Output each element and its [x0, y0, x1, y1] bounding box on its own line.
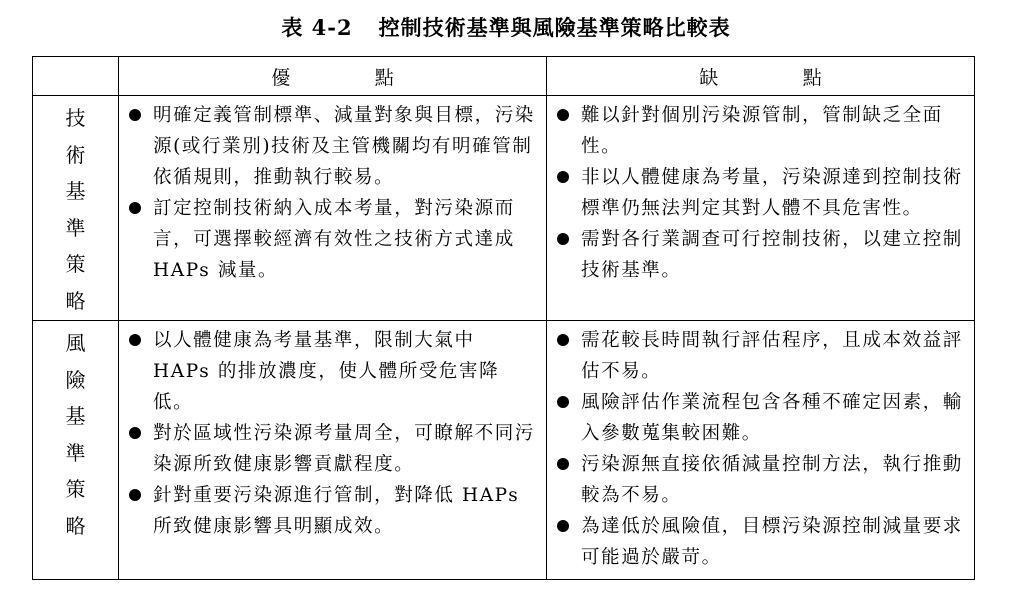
list-item: 以人體健康為考量基準，限制大氣中 HAPs 的排放濃度，使人體所受危害降低。 [119, 325, 538, 418]
header-cons-char: 點 [802, 66, 822, 89]
list-item: 針對重要污染源進行管制，對降低 HAPs 所致健康影響具明顯成效。 [119, 480, 538, 542]
list-item: 對於區域性污染源考量周全，可瞭解不同污染源所致健康影響貢獻程度。 [119, 418, 538, 480]
cons-list [547, 96, 974, 292]
row-label-char: 準 [65, 440, 86, 465]
row-label-char: 略 [65, 288, 86, 313]
row-label-char: 術 [65, 142, 86, 167]
comparison-table [32, 56, 975, 580]
list-item: 為達低於風險值，目標污染源控制減量要求可能過於嚴苛。 [547, 511, 966, 573]
row-label-char: 準 [65, 215, 86, 240]
pros-cell [119, 96, 547, 321]
row-label-char: 基 [65, 404, 86, 428]
list-item: 需花較長時間執行評估程序，且成本效益評估不易。 [547, 325, 966, 387]
pros-cell [119, 321, 547, 580]
row-label-technology [33, 96, 119, 321]
pros-list [119, 96, 546, 292]
row-label-char: 險 [65, 367, 86, 392]
row-label-char: 略 [65, 513, 86, 538]
header-pros [119, 57, 547, 96]
header-pros-char: 優 [271, 66, 291, 89]
header-row [33, 57, 975, 96]
table-row [33, 96, 975, 321]
list-item: 明確定義管制標準、減量對象與目標，污染源(或行業別)技術及主管機關均有明確管制依循規則，推動執行較易。 [119, 100, 538, 193]
list-item: 非以人體健康為考量，污染源達到控制技術標準仍無法判定其對人體不具危害性。 [547, 162, 966, 224]
header-cons-char: 缺 [699, 66, 719, 89]
header-pros-char: 點 [374, 66, 394, 89]
header-corner [33, 57, 119, 96]
list-item: 污染源無直接依循減量控制方法，執行推動較為不易。 [547, 449, 966, 511]
row-label-char: 技 [65, 106, 86, 130]
row-label-risk [33, 321, 119, 580]
table-number: 表 4-2 [281, 15, 353, 40]
list-item: 訂定控制技術納入成本考量，對污染源而言，可選擇較經濟有效性之技術方式達成 HAPs 減量。 [119, 193, 538, 286]
row-label-char: 策 [65, 477, 86, 501]
table-title: 控制技術基準與風險基準策略比較表 [378, 15, 731, 40]
row-label-char: 策 [65, 252, 86, 276]
list-item: 風險評估作業流程包含各種不確定因素，輸入參數蒐集較困難。 [547, 387, 966, 449]
cons-list [547, 321, 974, 579]
row-label-char: 風 [65, 331, 86, 355]
table-caption [0, 12, 1012, 42]
cons-cell [547, 96, 975, 321]
list-item: 需對各行業調查可行控制技術，以建立控制技術基準。 [547, 224, 966, 286]
row-label-char: 基 [65, 179, 86, 203]
cons-cell [547, 321, 975, 580]
header-cons [547, 57, 975, 96]
pros-list [119, 321, 546, 548]
list-item: 難以針對個別污染源管制，管制缺乏全面性。 [547, 100, 966, 162]
table-row [33, 321, 975, 580]
